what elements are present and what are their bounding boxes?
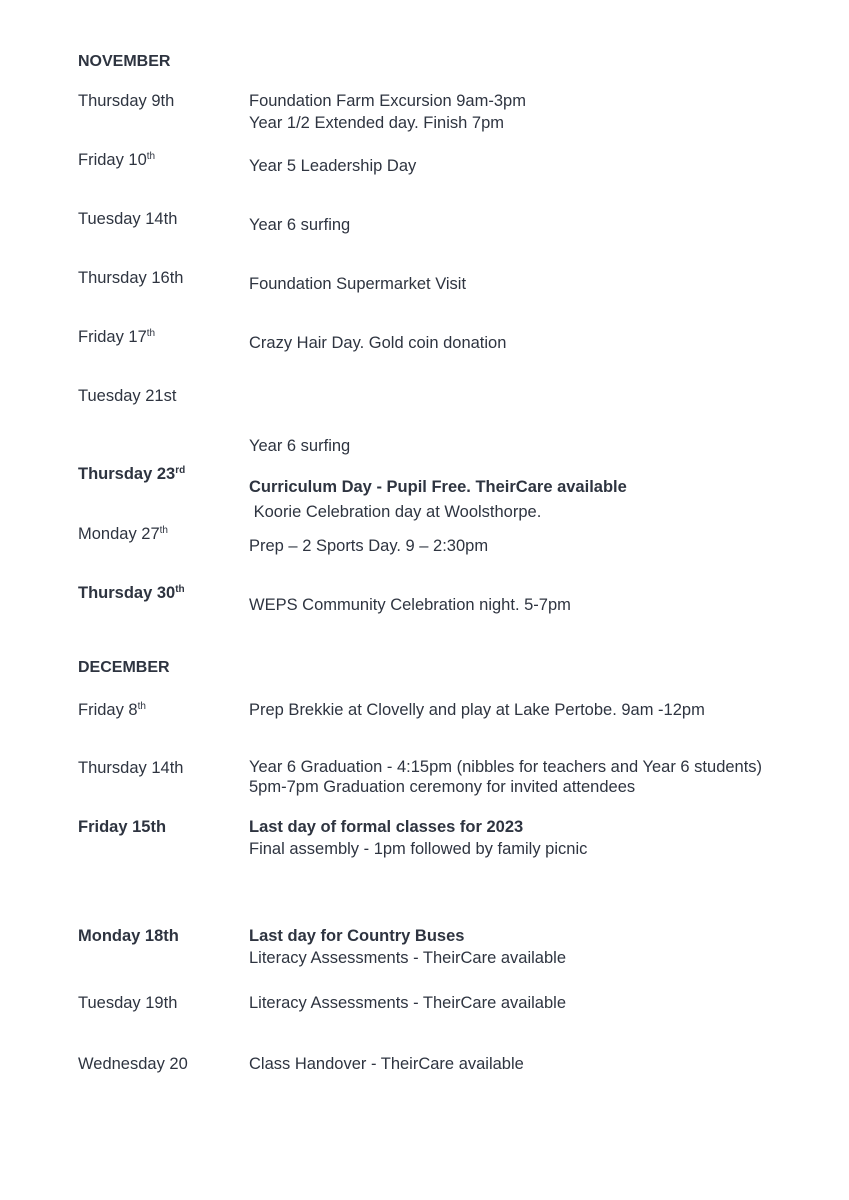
date-suffix: th: [146, 328, 156, 339]
event-line: Prep – 2 Sports Day. 9 – 2:30pm: [249, 537, 489, 555]
event-text: [249, 1053, 524, 1075]
event-text: [249, 535, 488, 557]
date-text: Thursday 30: [78, 584, 176, 602]
event-line: Year 1/2 Extended day. Finish 7pm: [249, 114, 504, 132]
date-label: Wednesday 20: [78, 1055, 188, 1073]
date-label: [78, 149, 155, 171]
event-line: Literacy Assessments - TheirCare available: [249, 949, 566, 967]
event-line: Prep Brekkie at Clovelly and play at Lake Pertobe. 9am -12pm: [249, 701, 705, 719]
date-text: Thursday 23: [78, 465, 176, 483]
date-label: Thursday 9th: [78, 92, 175, 110]
date-label: Thursday 16th: [78, 269, 184, 287]
event-text: [249, 214, 350, 236]
date-label: Monday 18th: [78, 927, 179, 945]
event-text: [249, 925, 566, 969]
november-heading: NOVEMBER: [78, 53, 171, 70]
event-text: [249, 155, 416, 177]
event-line: Crazy Hair Day. Gold coin donation: [249, 334, 507, 352]
event-line: Last day of formal classes for 2023: [249, 818, 524, 836]
date-label: [78, 523, 168, 545]
event-line: Year 6 surfing: [249, 437, 351, 455]
date-label: Friday 15th: [78, 818, 167, 836]
date-suffix: rd: [175, 465, 186, 476]
event-line: WEPS Community Celebration night. 5-7pm: [249, 596, 571, 614]
date-suffix: th: [175, 584, 185, 595]
date-text: Friday 10: [78, 151, 147, 169]
event-line: Year 6 surfing: [249, 216, 351, 234]
date-text: Friday 17: [78, 328, 147, 346]
event-line: Curriculum Day - Pupil Free. TheirCare available: [249, 478, 627, 496]
event-line: Class Handover - TheirCare available: [249, 1055, 524, 1073]
event-line: Foundation Farm Excursion 9am-3pm: [249, 92, 526, 110]
date-label: Tuesday 14th: [78, 210, 178, 228]
date-suffix: th: [146, 151, 156, 162]
event-text: [249, 476, 627, 498]
event-line: Last day for Country Buses: [249, 927, 465, 945]
event-text: [249, 391, 541, 545]
date-label: [78, 582, 185, 604]
date-label: Tuesday 19th: [78, 994, 178, 1012]
event-line: Year 5 Leadership Day: [249, 157, 417, 175]
event-text: [249, 992, 566, 1014]
date-label: Thursday 14th: [78, 759, 184, 777]
date-text: Friday 8: [78, 701, 138, 719]
event-text: [249, 332, 506, 354]
event-line: Koorie Celebration day at Woolsthorpe.: [249, 503, 542, 521]
date-label: [78, 463, 185, 485]
event-text: [249, 90, 526, 134]
date-suffix: th: [159, 525, 168, 536]
date-label: [78, 326, 155, 348]
event-text: [249, 273, 466, 295]
event-text: [249, 816, 587, 860]
december-heading: DECEMBER: [78, 659, 170, 676]
date-label: [78, 699, 146, 721]
event-line: 5pm-7pm Graduation ceremony for invited attendees: [249, 778, 636, 796]
event-line: Foundation Supermarket Visit: [249, 275, 467, 293]
date-suffix: th: [137, 701, 146, 712]
event-text: [249, 757, 762, 797]
event-text: [249, 699, 705, 721]
event-text: [249, 594, 571, 616]
date-label: Tuesday 21st: [78, 387, 177, 405]
date-text: Monday 27: [78, 525, 160, 543]
event-line: Year 6 Graduation - 4:15pm (nibbles for teachers and Year 6 students): [249, 758, 763, 776]
event-line: Final assembly - 1pm followed by family picnic: [249, 840, 588, 858]
event-line: Literacy Assessments - TheirCare available: [249, 994, 566, 1012]
